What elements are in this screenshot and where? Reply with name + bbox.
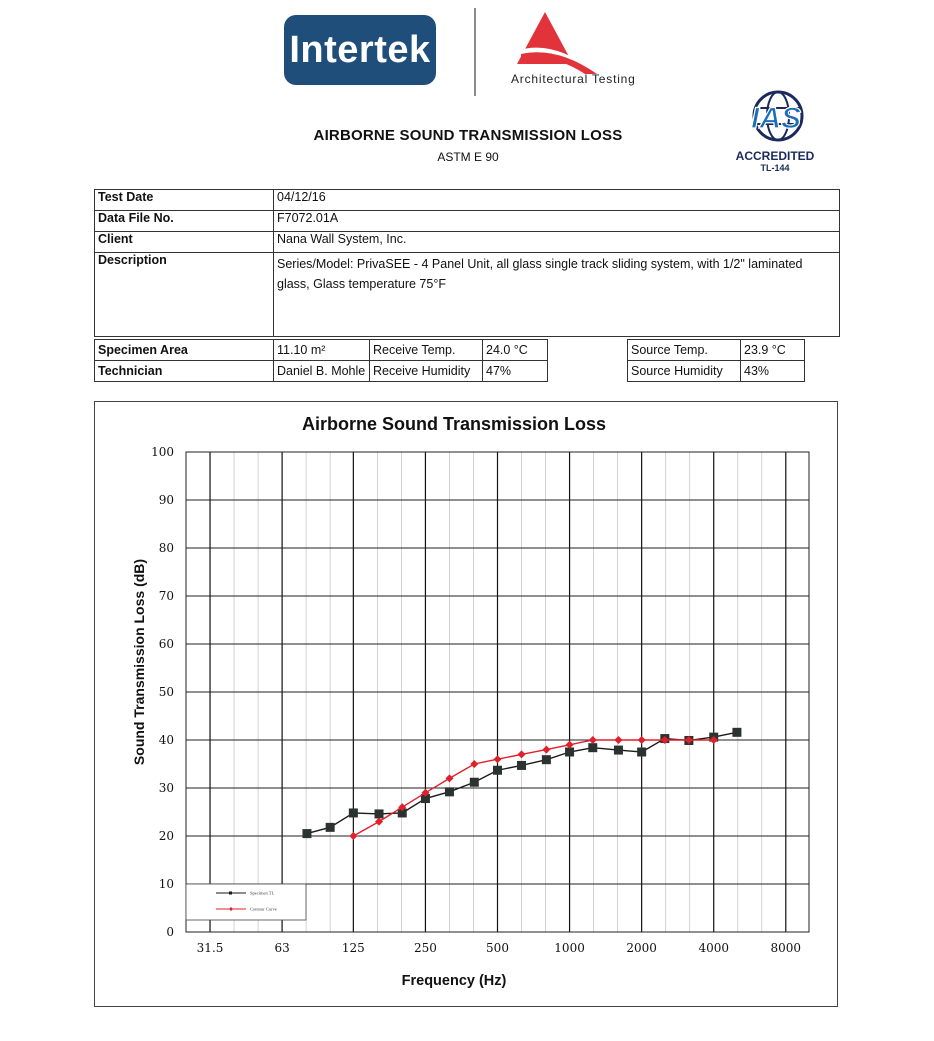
data-point <box>542 755 551 764</box>
data-file-label: Data File No. <box>95 211 274 232</box>
data-point <box>565 748 574 757</box>
data-point <box>445 787 454 796</box>
major-gridlines <box>186 452 809 932</box>
chart-title: Airborne Sound Transmission Loss <box>301 414 607 434</box>
receive-humidity-label: Receive Humidity <box>370 361 483 382</box>
architectural-testing-label: Architectural Testing <box>511 72 636 86</box>
data-point <box>637 748 646 757</box>
legend-label: Contour Curve <box>250 906 277 912</box>
description-label: Description <box>95 253 274 337</box>
source-humidity-label: Source Humidity <box>628 361 741 382</box>
data-point <box>494 755 502 763</box>
x-tick-label: 2000 <box>626 941 657 955</box>
data-point <box>326 823 335 832</box>
x-tick-label: 4000 <box>698 941 729 955</box>
data-point <box>614 736 622 744</box>
document-title: AIRBORNE SOUND TRANSMISSION LOSS <box>313 127 623 144</box>
description-value: Series/Model: PrivaSEE - 4 Panel Unit, all glass single track sliding system, with 1/2" laminated glass, Glass temperature 75°F <box>274 253 840 337</box>
series-line <box>307 732 737 833</box>
data-point <box>589 736 597 744</box>
receive-temp-value: 24.0 °C <box>483 340 548 361</box>
x-tick-label: 500 <box>486 941 509 955</box>
client-value: Nana Wall System, Inc. <box>274 232 840 253</box>
data-point <box>732 728 741 737</box>
x-tick-label: 63 <box>274 941 290 955</box>
data-point <box>302 829 311 838</box>
source-temp-label: Source Temp. <box>628 340 741 361</box>
data-point <box>518 750 526 758</box>
test-date-label: Test Date <box>95 190 274 211</box>
y-tick-label: 100 <box>151 445 174 459</box>
data-point <box>375 809 384 818</box>
x-tick-labels <box>197 941 801 955</box>
series-1 <box>302 728 741 838</box>
data-point <box>375 818 383 826</box>
y-tick-label: 0 <box>166 925 174 939</box>
specimen-area-label: Specimen Area <box>95 340 274 361</box>
receive-temp-label: Receive Temp. <box>370 340 483 361</box>
ias-code: TL-144 <box>760 163 790 173</box>
source-temp-value: 23.9 °C <box>741 340 805 361</box>
data-point <box>470 760 478 768</box>
y-tick-label: 90 <box>158 493 174 507</box>
ias-logo-text: IAS <box>750 102 802 135</box>
y-tick-label: 60 <box>158 637 174 651</box>
y-tick-label: 40 <box>158 733 174 747</box>
x-axis-title: Frequency (Hz) <box>401 973 507 989</box>
legend <box>186 884 306 920</box>
y-tick-label: 80 <box>158 541 174 555</box>
technician-label: Technician <box>95 361 274 382</box>
y-tick-labels <box>151 445 174 939</box>
data-point <box>493 766 502 775</box>
series-layer <box>302 728 741 840</box>
data-point <box>588 743 597 752</box>
x-tick-label: 1000 <box>554 941 585 955</box>
data-point <box>542 746 550 754</box>
receive-humidity-value: 47% <box>483 361 548 382</box>
document-standard: ASTM E 90 <box>437 150 499 164</box>
ias-accredited: ACCREDITED <box>735 149 815 163</box>
x-tick-label: 31.5 <box>196 941 224 955</box>
y-tick-label: 30 <box>158 781 174 795</box>
y-tick-label: 20 <box>158 829 174 843</box>
data-point <box>349 832 357 840</box>
data-point <box>445 774 453 782</box>
legend-marker <box>229 892 232 895</box>
x-tick-label: 250 <box>413 941 437 955</box>
legend-box <box>186 884 306 920</box>
intertek-logo-text: Intertek <box>289 28 431 71</box>
client-label: Client <box>95 232 274 253</box>
source-humidity-value: 43% <box>741 361 805 382</box>
data-point <box>638 736 646 744</box>
data-point <box>614 746 623 755</box>
x-tick-label: 8000 <box>770 941 802 955</box>
test-date-value: 04/12/16 <box>274 190 840 211</box>
technician-value: Daniel B. Mohle <box>274 361 370 382</box>
x-tick-label: 125 <box>341 941 365 955</box>
y-tick-label: 70 <box>158 589 174 603</box>
data-point <box>517 761 526 770</box>
y-tick-label: 10 <box>158 877 174 891</box>
data-point <box>349 808 358 817</box>
y-axis-title: Sound Transmission Loss (dB) <box>131 558 147 766</box>
data-file-value: F7072.01A <box>274 211 840 232</box>
specimen-area-value: 11.10 m² <box>274 340 370 361</box>
y-tick-label: 50 <box>158 685 174 699</box>
data-point <box>470 778 479 787</box>
legend-label: Specimen TL <box>250 890 275 896</box>
